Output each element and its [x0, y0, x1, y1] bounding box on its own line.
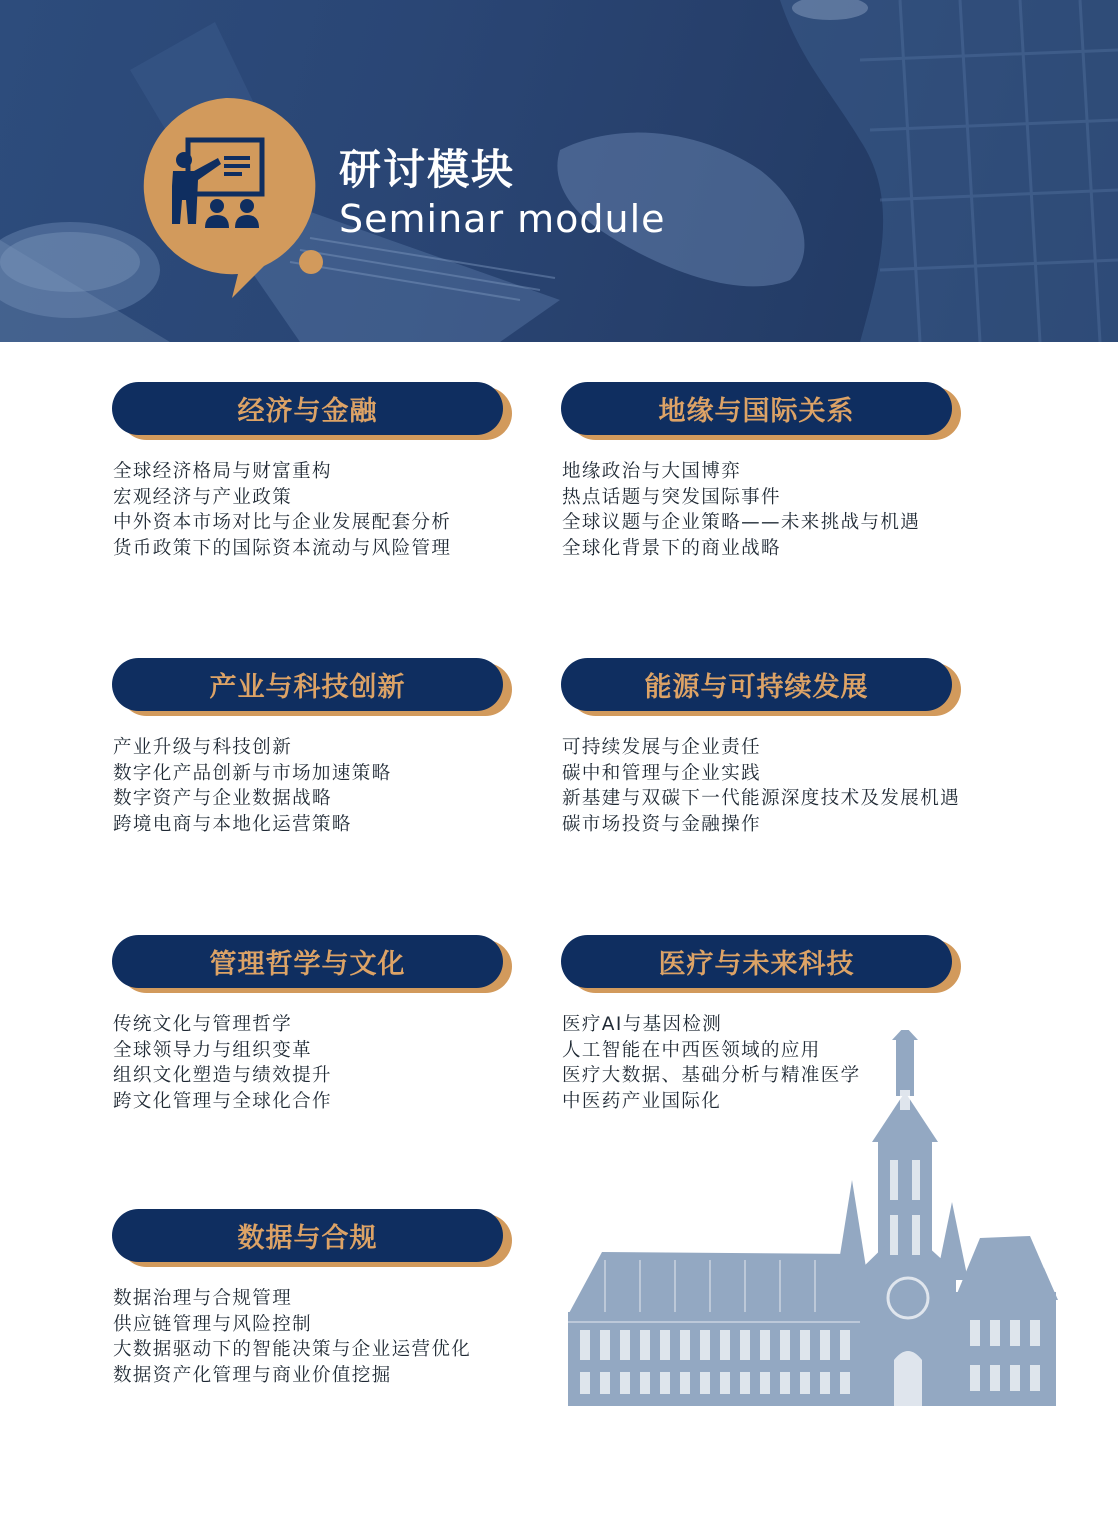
module-title-pill	[112, 382, 512, 440]
page-subtitle: Seminar module	[339, 197, 666, 241]
module-title-pill	[112, 935, 512, 993]
topic-item: 跨境电商与本地化运营策略	[113, 813, 352, 835]
module-data-compliance	[112, 1209, 532, 1388]
topic-item: 中外资本市场对比与企业发展配套分析	[113, 512, 452, 533]
module-title-pill	[561, 935, 961, 993]
topic-list	[113, 735, 532, 837]
topic-item: 跨文化管理与全球化合作	[113, 1090, 332, 1112]
module-title: 医疗与未来科技	[561, 935, 952, 988]
module-management-culture	[112, 935, 532, 1114]
topic-item: 数据治理与合规管理	[113, 1288, 293, 1309]
topic-item: 供应链管理与风险控制	[113, 1313, 313, 1335]
topic-list	[562, 459, 981, 561]
module-title: 产业与科技创新	[112, 658, 503, 711]
topic-item: 新基建与双碳下一代能源深度技术及发展机遇	[562, 788, 961, 809]
topic-item: 可持续发展与企业责任	[562, 737, 762, 758]
topic-item: 医疗AI与基因检测	[562, 1014, 723, 1035]
topic-item: 数据资产化管理与商业价值挖掘	[113, 1364, 392, 1386]
topic-item: 传统文化与管理哲学	[113, 1014, 293, 1035]
module-title: 经济与金融	[112, 382, 503, 435]
module-title: 管理哲学与文化	[112, 935, 503, 988]
topic-item: 产业升级与科技创新	[113, 737, 293, 758]
module-title: 数据与合规	[112, 1209, 503, 1262]
page-title: 研讨模块	[339, 145, 516, 194]
topic-list	[113, 1012, 532, 1114]
module-title: 地缘与国际关系	[561, 382, 952, 435]
university-building-illustration	[560, 1030, 1070, 1410]
module-title: 能源与可持续发展	[561, 658, 952, 711]
module-economy-finance	[112, 382, 532, 561]
topic-item: 数字化产品创新与市场加速策略	[113, 762, 392, 784]
topic-item: 全球化背景下的商业战略	[562, 537, 781, 559]
gothic-building-icon	[560, 1030, 1070, 1410]
topic-item: 碳市场投资与金融操作	[562, 813, 762, 835]
teacher-presentation-icon	[126, 94, 326, 304]
topic-item: 大数据驱动下的智能决策与企业运营优化	[113, 1339, 472, 1360]
module-title-pill	[561, 658, 961, 716]
topic-item: 组织文化塑造与绩效提升	[113, 1065, 332, 1086]
topic-list	[113, 459, 532, 561]
module-title-pill	[561, 382, 961, 440]
topic-item: 全球议题与企业策略——未来挑战与机遇	[562, 512, 921, 533]
topic-item: 货币政策下的国际资本流动与风险管理	[113, 537, 452, 559]
module-title-pill	[112, 1209, 512, 1267]
module-industry-tech	[112, 658, 532, 837]
topic-item: 全球领导力与组织变革	[113, 1039, 313, 1061]
header-banner	[0, 0, 1118, 342]
topic-item: 碳中和管理与企业实践	[562, 762, 762, 784]
topic-item: 数字资产与企业数据战略	[113, 788, 332, 809]
topic-item: 中医药产业国际化	[562, 1090, 722, 1112]
module-title-pill	[112, 658, 512, 716]
seminar-icon-badge	[126, 94, 326, 304]
topic-item: 全球经济格局与财富重构	[113, 461, 332, 482]
topic-item: 地缘政治与大国博弈	[562, 461, 742, 482]
topic-item: 医疗大数据、基础分析与精准医学	[562, 1065, 861, 1086]
module-geopolitics	[561, 382, 981, 561]
topic-list	[562, 735, 981, 837]
topic-item: 热点话题与突发国际事件	[562, 486, 781, 508]
topic-item: 人工智能在中西医领域的应用	[562, 1039, 821, 1061]
topic-list	[113, 1286, 532, 1388]
topic-item: 宏观经济与产业政策	[113, 486, 293, 508]
module-energy-sustainability	[561, 658, 981, 837]
